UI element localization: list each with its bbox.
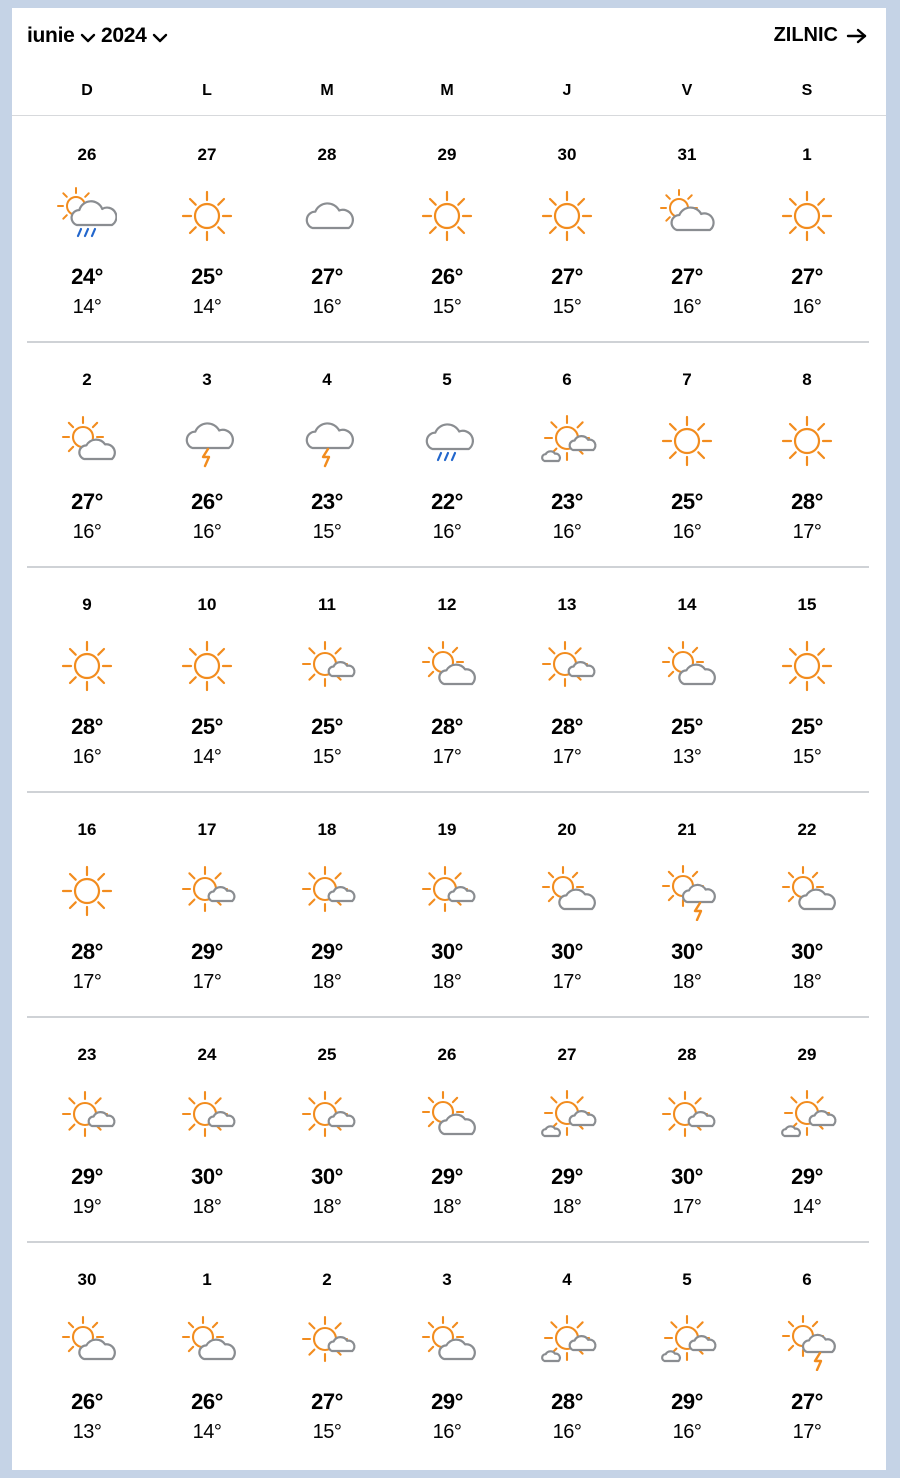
max-temperature: 27°: [551, 264, 583, 289]
max-temperature: 29°: [791, 1164, 823, 1189]
sun-small-cloud-icon: [177, 1086, 237, 1146]
day-number: 16: [77, 820, 97, 839]
sun-big-cloud-icon-graphic: [777, 861, 837, 921]
sun-small-cloud-icon: [657, 1086, 717, 1146]
min-temperature: 18°: [792, 971, 822, 993]
sun-big-cloud-icon: [777, 861, 837, 921]
day-number: 4: [322, 370, 332, 389]
min-temperature: 13°: [72, 1421, 102, 1443]
sun-icon-graphic: [417, 186, 477, 246]
min-temperature: 16°: [312, 296, 342, 318]
min-temperature: 16°: [552, 1421, 582, 1443]
max-temperature: 27°: [311, 1389, 343, 1414]
day-number: 12: [437, 595, 457, 614]
sun-small-cloud-icon-graphic: [57, 1086, 117, 1146]
calendar-panel: [12, 8, 886, 1470]
min-temperature: 17°: [72, 971, 102, 993]
sun-big-cloud-icon-graphic: [57, 411, 117, 471]
min-temperature: 17°: [792, 521, 822, 543]
sun-icon-graphic: [57, 861, 117, 921]
day-cell[interactable]: [387, 1243, 507, 1465]
sun-two-clouds-icon-graphic: [657, 1311, 717, 1371]
sun-small-cloud-icon-graphic: [177, 861, 237, 921]
day-number: 9: [82, 595, 92, 614]
sun-small-cloud-icon: [297, 1311, 357, 1371]
sun-small-cloud-icon: [297, 636, 357, 696]
day-number: 2: [322, 1270, 332, 1289]
day-number: 14: [677, 595, 697, 614]
max-temperature: 30°: [671, 939, 703, 964]
max-temperature: 24°: [71, 264, 103, 289]
max-temperature: 28°: [71, 939, 103, 964]
day-cell[interactable]: [27, 793, 147, 1015]
day-number: 21: [677, 820, 697, 839]
day-number: 7: [682, 370, 692, 389]
weekday-label: J: [562, 82, 572, 99]
day-cell[interactable]: [147, 1018, 267, 1240]
max-temperature: 29°: [671, 1389, 703, 1414]
sun-small-cloud-icon: [297, 861, 357, 921]
min-temperature: 14°: [192, 296, 222, 318]
weekday-header-row: [12, 70, 886, 116]
min-temperature: 17°: [192, 971, 222, 993]
day-cell[interactable]: [27, 343, 147, 565]
day-cell[interactable]: [147, 343, 267, 565]
sun-small-cloud-icon-graphic: [297, 636, 357, 696]
sun-two-clouds-icon-graphic: [537, 1086, 597, 1146]
sun-icon-graphic: [777, 636, 837, 696]
day-number: 6: [562, 370, 572, 389]
day-number: 5: [442, 370, 452, 389]
day-number: 5: [682, 1270, 692, 1289]
calendar-header: [12, 8, 886, 70]
sun-big-cloud-icon-graphic: [417, 1311, 477, 1371]
sun-icon: [537, 186, 597, 246]
sun-cloud-thunder-icon-graphic: [777, 1311, 837, 1371]
sun-two-clouds-icon: [537, 1086, 597, 1146]
max-temperature: 23°: [311, 489, 343, 514]
max-temperature: 26°: [71, 1389, 103, 1414]
sun-small-cloud-icon-graphic: [537, 636, 597, 696]
sun-small-cloud-icon-graphic: [177, 1086, 237, 1146]
sun-icon: [57, 861, 117, 921]
day-number: 26: [77, 145, 97, 164]
min-temperature: 16°: [672, 1421, 702, 1443]
day-cell[interactable]: [387, 793, 507, 1015]
sun-small-cloud-icon: [57, 1086, 117, 1146]
sun-behind-cloud-icon: [657, 186, 717, 246]
day-number: 20: [557, 820, 577, 839]
min-temperature: 18°: [312, 1196, 342, 1218]
day-cell[interactable]: [27, 1018, 147, 1240]
week-row: [27, 568, 869, 793]
day-cell[interactable]: [747, 343, 867, 565]
month-label: iunie: [27, 24, 75, 47]
max-temperature: 30°: [791, 939, 823, 964]
max-temperature: 28°: [71, 714, 103, 739]
min-temperature: 16°: [72, 746, 102, 768]
min-temperature: 14°: [792, 1196, 822, 1218]
sun-big-cloud-icon-graphic: [417, 636, 477, 696]
max-temperature: 27°: [71, 489, 103, 514]
min-temperature: 18°: [312, 971, 342, 993]
day-cell[interactable]: [147, 793, 267, 1015]
max-temperature: 25°: [311, 714, 343, 739]
day-cell[interactable]: [627, 1243, 747, 1465]
sun-icon: [777, 636, 837, 696]
day-number: 26: [437, 1045, 457, 1064]
sun-behind-cloud-icon-graphic: [657, 186, 717, 246]
min-temperature: 16°: [672, 296, 702, 318]
day-number: 10: [197, 595, 217, 614]
year-selector[interactable]: [101, 24, 168, 48]
sun-big-cloud-icon: [177, 1311, 237, 1371]
sun-icon-graphic: [777, 186, 837, 246]
sun-two-clouds-icon: [537, 1311, 597, 1371]
max-temperature: 30°: [671, 1164, 703, 1189]
sun-big-cloud-icon: [57, 1311, 117, 1371]
sun-big-cloud-icon-graphic: [657, 636, 717, 696]
max-temperature: 25°: [791, 714, 823, 739]
min-temperature: 14°: [72, 296, 102, 318]
day-cell[interactable]: [27, 1243, 147, 1465]
day-cell[interactable]: [507, 793, 627, 1015]
day-number: 23: [77, 1045, 97, 1064]
sun-big-cloud-icon-graphic: [57, 1311, 117, 1371]
sun-big-cloud-icon-graphic: [177, 1311, 237, 1371]
min-temperature: 15°: [312, 1421, 342, 1443]
cloud-thunder-icon: [297, 411, 357, 471]
max-temperature: 28°: [431, 714, 463, 739]
day-number: 28: [317, 145, 337, 164]
sun-big-cloud-icon: [417, 1311, 477, 1371]
sun-two-clouds-icon-graphic: [777, 1086, 837, 1146]
day-cell[interactable]: [267, 1243, 387, 1465]
min-temperature: 14°: [192, 746, 222, 768]
min-temperature: 18°: [672, 971, 702, 993]
min-temperature: 13°: [672, 746, 702, 768]
cloud-thunder-icon: [177, 411, 237, 471]
day-cell[interactable]: [267, 343, 387, 565]
day-cell[interactable]: [627, 568, 747, 790]
min-temperature: 17°: [672, 1196, 702, 1218]
max-temperature: 26°: [191, 489, 223, 514]
week-row: [27, 793, 869, 1018]
sun-small-cloud-icon-graphic: [297, 861, 357, 921]
max-temperature: 30°: [551, 939, 583, 964]
sun-small-cloud-icon: [177, 861, 237, 921]
day-cell[interactable]: [507, 568, 627, 790]
max-temperature: 29°: [551, 1164, 583, 1189]
sun-small-cloud-icon-graphic: [297, 1086, 357, 1146]
min-temperature: 15°: [312, 521, 342, 543]
arrow-right-icon: [846, 28, 868, 44]
month-grid: [27, 118, 869, 1468]
day-number: 4: [562, 1270, 572, 1289]
sun-icon-graphic: [777, 411, 837, 471]
weekday-label: L: [202, 82, 212, 99]
year-label: 2024: [101, 24, 147, 47]
cloud-icon: [297, 186, 357, 246]
sun-icon: [657, 411, 717, 471]
sun-icon: [177, 186, 237, 246]
sun-cloud-rain-icon-graphic: [57, 186, 117, 246]
day-cell[interactable]: [627, 1018, 747, 1240]
sun-small-cloud-icon-graphic: [417, 861, 477, 921]
day-cell[interactable]: [627, 793, 747, 1015]
sun-two-clouds-icon: [657, 1311, 717, 1371]
max-temperature: 25°: [671, 489, 703, 514]
min-temperature: 16°: [552, 521, 582, 543]
chevron-down-icon: [80, 32, 96, 44]
sun-cloud-thunder-icon: [777, 1311, 837, 1371]
min-temperature: 15°: [552, 296, 582, 318]
min-temperature: 16°: [792, 296, 822, 318]
weekday-label: S: [801, 82, 813, 99]
max-temperature: 23°: [551, 489, 583, 514]
day-cell[interactable]: [747, 793, 867, 1015]
day-cell[interactable]: [267, 793, 387, 1015]
day-number: 2: [82, 370, 92, 389]
day-number: 29: [797, 1045, 817, 1064]
min-temperature: 19°: [72, 1196, 102, 1218]
day-cell[interactable]: [147, 568, 267, 790]
sun-icon: [777, 186, 837, 246]
weekday-label: M: [320, 82, 334, 99]
day-cell[interactable]: [627, 343, 747, 565]
day-cell[interactable]: [387, 118, 507, 340]
sun-big-cloud-icon: [417, 1086, 477, 1146]
sun-icon-graphic: [537, 186, 597, 246]
sun-small-cloud-icon: [297, 1086, 357, 1146]
max-temperature: 22°: [431, 489, 463, 514]
max-temperature: 25°: [671, 714, 703, 739]
day-number: 3: [442, 1270, 452, 1289]
daily-view-link[interactable]: [774, 24, 868, 47]
max-temperature: 27°: [311, 264, 343, 289]
month-selector[interactable]: [27, 24, 96, 48]
sun-icon: [417, 186, 477, 246]
day-number: 17: [197, 820, 217, 839]
max-temperature: 29°: [431, 1389, 463, 1414]
sun-small-cloud-icon: [417, 861, 477, 921]
week-row: [27, 1243, 869, 1468]
min-temperature: 18°: [432, 1196, 462, 1218]
max-temperature: 25°: [191, 264, 223, 289]
day-cell[interactable]: [27, 568, 147, 790]
sun-icon: [777, 411, 837, 471]
max-temperature: 26°: [191, 1389, 223, 1414]
daily-view-label: ZILNIC: [773, 24, 838, 46]
min-temperature: 16°: [72, 521, 102, 543]
day-cell[interactable]: [507, 1018, 627, 1240]
day-cell[interactable]: [747, 118, 867, 340]
day-number: 8: [802, 370, 812, 389]
day-cell[interactable]: [387, 568, 507, 790]
day-cell[interactable]: [387, 343, 507, 565]
sun-big-cloud-icon: [537, 861, 597, 921]
day-cell[interactable]: [507, 1243, 627, 1465]
day-number: 24: [197, 1045, 217, 1064]
day-cell[interactable]: [507, 118, 627, 340]
min-temperature: 15°: [312, 746, 342, 768]
chevron-down-icon: [152, 32, 168, 44]
cloud-thunder-icon-graphic: [177, 411, 237, 471]
day-number: 27: [197, 145, 217, 164]
min-temperature: 15°: [792, 746, 822, 768]
max-temperature: 29°: [311, 939, 343, 964]
cloud-rain-icon-graphic: [417, 411, 477, 471]
min-temperature: 17°: [432, 746, 462, 768]
min-temperature: 18°: [432, 971, 462, 993]
sun-small-cloud-icon-graphic: [297, 1311, 357, 1371]
sun-big-cloud-icon: [57, 411, 117, 471]
min-temperature: 15°: [432, 296, 462, 318]
max-temperature: 30°: [311, 1164, 343, 1189]
week-row: [27, 1018, 869, 1243]
day-cell[interactable]: [747, 1018, 867, 1240]
min-temperature: 17°: [552, 746, 582, 768]
sun-icon-graphic: [177, 186, 237, 246]
max-temperature: 30°: [191, 1164, 223, 1189]
sun-cloud-thunder-icon: [657, 861, 717, 921]
day-cell[interactable]: [747, 1243, 867, 1465]
cloud-icon-graphic: [297, 186, 357, 246]
sun-cloud-rain-icon: [57, 186, 117, 246]
max-temperature: 27°: [791, 1389, 823, 1414]
max-temperature: 28°: [551, 1389, 583, 1414]
max-temperature: 29°: [71, 1164, 103, 1189]
day-number: 28: [677, 1045, 697, 1064]
sun-cloud-thunder-icon-graphic: [657, 861, 717, 921]
sun-small-cloud-icon: [537, 636, 597, 696]
cloud-rain-icon: [417, 411, 477, 471]
sun-icon-graphic: [57, 636, 117, 696]
sun-big-cloud-icon: [657, 636, 717, 696]
day-number: 1: [202, 1270, 212, 1289]
day-number: 19: [437, 820, 457, 839]
weekday-label: M: [440, 82, 454, 99]
week-row: [27, 118, 869, 343]
max-temperature: 28°: [551, 714, 583, 739]
sun-two-clouds-icon-graphic: [537, 411, 597, 471]
min-temperature: 17°: [552, 971, 582, 993]
weekday-label: V: [681, 82, 693, 99]
day-number: 22: [797, 820, 817, 839]
day-cell[interactable]: [27, 118, 147, 340]
min-temperature: 16°: [432, 521, 462, 543]
max-temperature: 27°: [671, 264, 703, 289]
max-temperature: 27°: [791, 264, 823, 289]
sun-icon: [177, 636, 237, 696]
sun-small-cloud-icon-graphic: [657, 1086, 717, 1146]
day-number: 30: [557, 145, 577, 164]
day-number: 31: [677, 145, 697, 164]
day-cell[interactable]: [267, 1018, 387, 1240]
day-number: 11: [318, 595, 336, 614]
sun-big-cloud-icon-graphic: [537, 861, 597, 921]
weekday-label: D: [81, 82, 93, 99]
sun-two-clouds-icon: [777, 1086, 837, 1146]
max-temperature: 26°: [431, 264, 463, 289]
day-cell[interactable]: [147, 1243, 267, 1465]
day-number: 27: [557, 1045, 577, 1064]
sun-big-cloud-icon-graphic: [417, 1086, 477, 1146]
min-temperature: 18°: [192, 1196, 222, 1218]
day-cell[interactable]: [147, 118, 267, 340]
min-temperature: 18°: [552, 1196, 582, 1218]
day-number: 30: [77, 1270, 97, 1289]
day-number: 3: [202, 370, 212, 389]
day-cell[interactable]: [387, 1018, 507, 1240]
day-number: 18: [317, 820, 337, 839]
max-temperature: 30°: [431, 939, 463, 964]
cloud-thunder-icon-graphic: [297, 411, 357, 471]
day-cell[interactable]: [747, 568, 867, 790]
day-cell[interactable]: [267, 118, 387, 340]
min-temperature: 16°: [432, 1421, 462, 1443]
day-number: 15: [797, 595, 817, 614]
sun-icon-graphic: [657, 411, 717, 471]
min-temperature: 16°: [192, 521, 222, 543]
day-cell[interactable]: [267, 568, 387, 790]
day-number: 1: [802, 145, 812, 164]
max-temperature: 28°: [791, 489, 823, 514]
sun-icon-graphic: [177, 636, 237, 696]
sun-big-cloud-icon: [417, 636, 477, 696]
sun-icon: [57, 636, 117, 696]
min-temperature: 16°: [672, 521, 702, 543]
sun-two-clouds-icon: [537, 411, 597, 471]
max-temperature: 25°: [191, 714, 223, 739]
max-temperature: 29°: [191, 939, 223, 964]
day-number: 25: [317, 1045, 337, 1064]
week-row: [27, 343, 869, 568]
day-cell[interactable]: [627, 118, 747, 340]
min-temperature: 14°: [192, 1421, 222, 1443]
day-number: 6: [802, 1270, 812, 1289]
day-cell[interactable]: [507, 343, 627, 565]
max-temperature: 29°: [431, 1164, 463, 1189]
min-temperature: 17°: [792, 1421, 822, 1443]
day-number: 13: [557, 595, 577, 614]
day-number: 29: [437, 145, 457, 164]
sun-two-clouds-icon-graphic: [537, 1311, 597, 1371]
